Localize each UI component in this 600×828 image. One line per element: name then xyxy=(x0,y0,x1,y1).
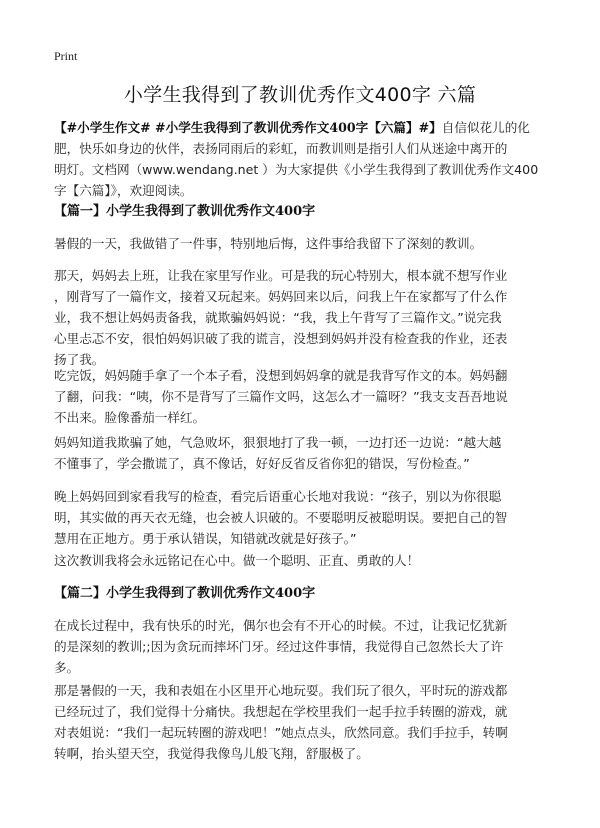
intro-text: 自信似花儿的化 xyxy=(441,120,530,135)
intro-tag-prefix: 【#小学生作文# #小学生我得到了教训优秀作文400字【六篇】#】 xyxy=(54,120,442,135)
paragraph-line: ，刚背写了一篇作文，接着又玩起来。妈妈回来以后，问我上午在家都写了什么作 xyxy=(54,289,508,304)
paragraph-line: 了翻，问我：“咦，你不是背写了三篇作文吗，这怎么才一篇呀？”我支支吾吾地说 xyxy=(54,389,508,404)
paragraph-line: 转啊，抬头望天空，我觉得我像鸟儿般飞翔，舒服极了。 xyxy=(54,746,369,761)
paragraph-line: 不懂事了，学会撒谎了，真不像话，好好反省反省你犯的错误，写份检查。” xyxy=(54,456,470,471)
section-2-paragraph-1 xyxy=(54,615,554,678)
paragraph-line: 业，我不想让妈妈责备我，就欺骗妈妈说：“我，我上午背写了三篇作文。”说完我 xyxy=(54,310,502,325)
paragraph-line: 扬了我。 xyxy=(54,352,105,367)
paragraph-line: 对表姐说：“我们一起玩转圈的游戏吧！”她点点头，欣然同意。我们手拉手，转啊 xyxy=(54,725,508,740)
paragraph-line: 晚上妈妈回到家看我写的检查，看完后语重心长地对我说：“孩子，别以为你很聪 xyxy=(54,489,502,504)
section-1-heading: 【篇一】小学生我得到了教训优秀作文400字 xyxy=(54,204,316,219)
paragraph-line: 那是暑假的一天，我和表姐在小区里开心地玩耍。我们玩了很久，平时玩的游戏都 xyxy=(54,683,508,698)
section-1-paragraph-5 xyxy=(54,486,554,549)
paragraph-line: 那天，妈妈去上班，让我在家里写作业。可是我的玩心特别大，根本就不想写作业 xyxy=(54,268,508,283)
paragraph-line: 心里忐忑不安，很怕妈妈识破了我的谎言，没想到妈妈并没有检查我的作业，还表 xyxy=(54,331,508,346)
section-2-paragraph-2 xyxy=(54,680,554,764)
section-1-paragraph-2 xyxy=(54,265,554,370)
paragraph-line: 的是深刻的教训;;因为贪玩而摔坏门牙。经过这件事情，我觉得自己忽然长大了许 xyxy=(54,639,504,654)
print-label: Print xyxy=(54,49,78,63)
intro-paragraph xyxy=(54,117,554,201)
section-1-paragraph-3 xyxy=(54,365,554,428)
section-2-heading: 【篇二】小学生我得到了教训优秀作文400字 xyxy=(54,586,316,601)
paragraph-line: 明，其实做的再天衣无缝，也会被人识破的。不要聪明反被聪明误。要把自己的智 xyxy=(54,510,508,525)
paragraph-line: 多。 xyxy=(54,660,80,675)
paragraph-line: 在成长过程中，我有快乐的时光，偶尔也会有不开心的时候。不过，让我记忆犹新 xyxy=(54,618,508,633)
paragraph-line: 妈妈知道我欺骗了她，气急败坏，狠狠地打了我一顿，一边打还一边说：“越大越 xyxy=(54,435,502,450)
paragraph-line: 慧用在正地方。勇于承认错误，知错就改就是好孩子。” xyxy=(54,531,357,546)
intro-line-4: 字【六篇】》，欢迎阅读。 xyxy=(54,183,193,198)
paragraph-line: 吃完饭，妈妈随手拿了一个本子看，没想到妈妈拿的就是我背写作文的本。妈妈翻 xyxy=(54,368,508,383)
paragraph-line: 暑假的一天，我做错了一件事，特别地后悔，这件事给我留下了深刻的教训。 xyxy=(54,236,483,251)
document-title: 小学生我得到了教训优秀作文400字 六篇 xyxy=(123,84,477,106)
section-1-paragraph-4 xyxy=(54,432,554,474)
paragraph-line: 不出来。脸像番茄一样红。 xyxy=(54,410,206,425)
paragraph-line: 已经玩过了，我们觉得十分痛快。我想起在学校里我们一起手拉手转圈的游戏，就 xyxy=(54,704,508,719)
paragraph-line: 这次教训我将会永远铭记在心中。做一个聪明、正直、勇敢的人！ xyxy=(54,553,420,568)
intro-line-3: 明灯。文档网（www.wendang.net ）为大家提供《小学生我得到了教训优秀作文400 xyxy=(54,162,539,177)
section-1-paragraph-1 xyxy=(54,233,554,254)
section-1-paragraph-6 xyxy=(54,550,554,571)
intro-line-2: 肥，快乐如身边的伙伴，表扬同雨后的彩虹，而教训则是指引人们从迷途中离开的 xyxy=(54,141,508,156)
intro-line-1 xyxy=(54,117,554,138)
